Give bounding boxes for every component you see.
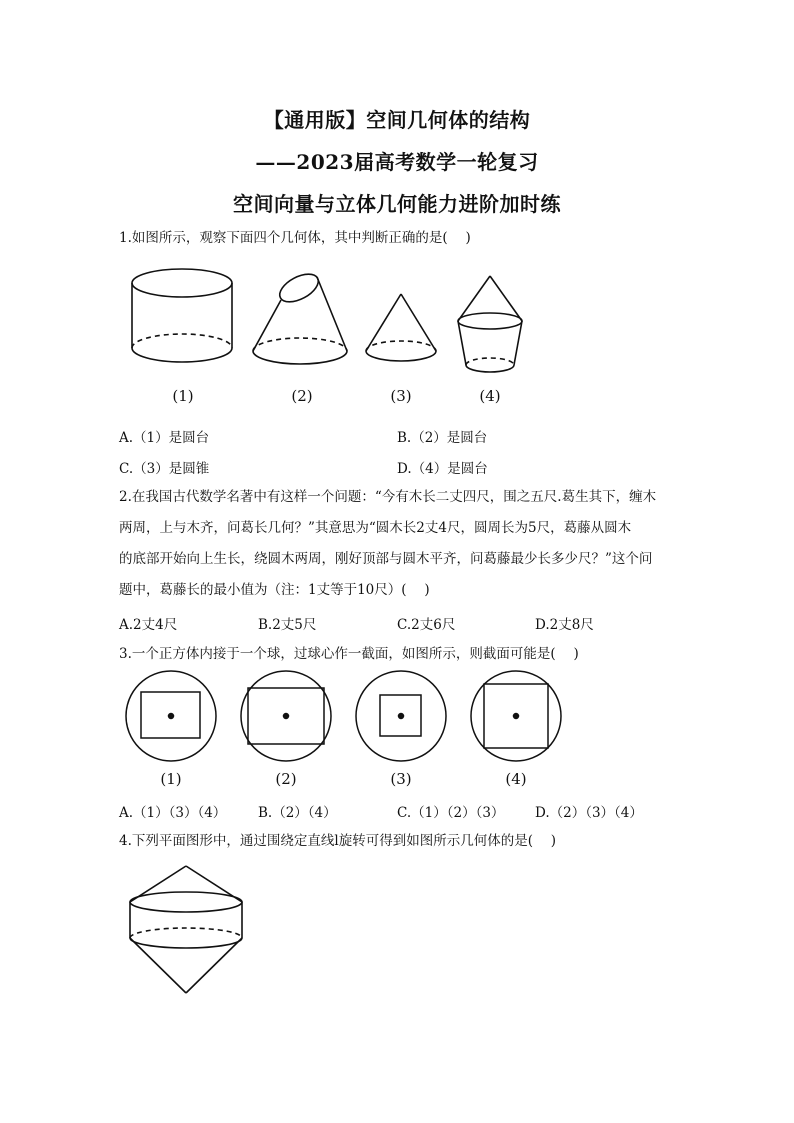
q2-line2: 两周，上与木齐，问葛长几何？”其意思为“圆木长2丈4尺，圆周长为5尺，葛藤从圆木 (119, 520, 632, 536)
q1-option-b[interactable]: B.（2）是圆台 (397, 430, 488, 446)
q3-fig-label-1: (1) (160, 770, 182, 788)
section-circle-4 (471, 671, 561, 761)
q2-option-d[interactable]: D.2丈8尺 (535, 617, 594, 633)
q1-stem: 1.如图所示，观察下面四个几何体，其中判断正确的是( ) (119, 230, 471, 246)
section-circle-1 (126, 671, 216, 761)
cone-shape (366, 294, 436, 361)
oblique-frustum-shape (253, 268, 347, 364)
q3-option-b[interactable]: B.（2）（4） (258, 805, 337, 821)
q2-option-c[interactable]: C.2丈6尺 (397, 617, 456, 633)
q1-option-c[interactable]: C.（3）是圆锥 (119, 461, 210, 477)
section-circle-2 (241, 671, 331, 761)
q3-fig-label-2: (2) (275, 770, 297, 788)
q2-option-b[interactable]: B.2丈5尺 (258, 617, 317, 633)
q1-solids-figure (125, 258, 535, 383)
q2-line3: 的底部开始向上生长，绕圆木两周，刚好顶部与圆木平齐，问葛藤最少长多少尺？”这个问 (119, 551, 653, 567)
q3-option-d[interactable]: D.（2）（3）（4） (535, 805, 643, 821)
doc-title-line3: 空间向量与立体几何能力进阶加时练 (233, 192, 561, 216)
q1-fig-label-2: (2) (291, 387, 313, 405)
q2-line1: 2.在我国古代数学名著中有这样一个问题：“今有木长二丈四尺，围之五尺.葛生其下，缠木 (119, 489, 657, 505)
q1-fig-label-3: (3) (390, 387, 412, 405)
q3-option-a[interactable]: A.（1）（3）（4） (119, 805, 227, 821)
q4-stem: 4.下列平面图形中，通过围绕定直线l旋转可得到如图所示几何体的是( ) (119, 833, 557, 849)
double-cone-cylinder-shape (130, 866, 242, 993)
q1-fig-label-1: (1) (172, 387, 194, 405)
q3-option-c[interactable]: C.（1）（2）（3） (397, 805, 505, 821)
cone-frustum-shape (458, 276, 522, 372)
doc-title-line1: 【通用版】空间几何体的结构 (263, 108, 531, 132)
q2-option-a[interactable]: A.2丈4尺 (119, 617, 178, 633)
q3-fig-label-3: (3) (390, 770, 412, 788)
q4-solid-figure (124, 860, 254, 1000)
q3-fig-label-4: (4) (505, 770, 527, 788)
q1-option-d[interactable]: D.（4）是圆台 (397, 461, 488, 477)
q3-sections-figure (120, 668, 570, 768)
section-circle-3 (356, 671, 446, 761)
q1-fig-label-4: (4) (479, 387, 501, 405)
q2-line4: 题中，葛藤长的最小值为（注：1丈等于10尺）( ) (119, 582, 430, 598)
doc-title-line2: ——2023届高考数学一轮复习 (255, 150, 539, 174)
q1-option-a[interactable]: A.（1）是圆台 (119, 430, 210, 446)
q3-stem: 3.一个正方体内接于一个球，过球心作一截面，如图所示，则截面可能是( ) (119, 646, 579, 662)
cylinder-shape (132, 269, 232, 362)
